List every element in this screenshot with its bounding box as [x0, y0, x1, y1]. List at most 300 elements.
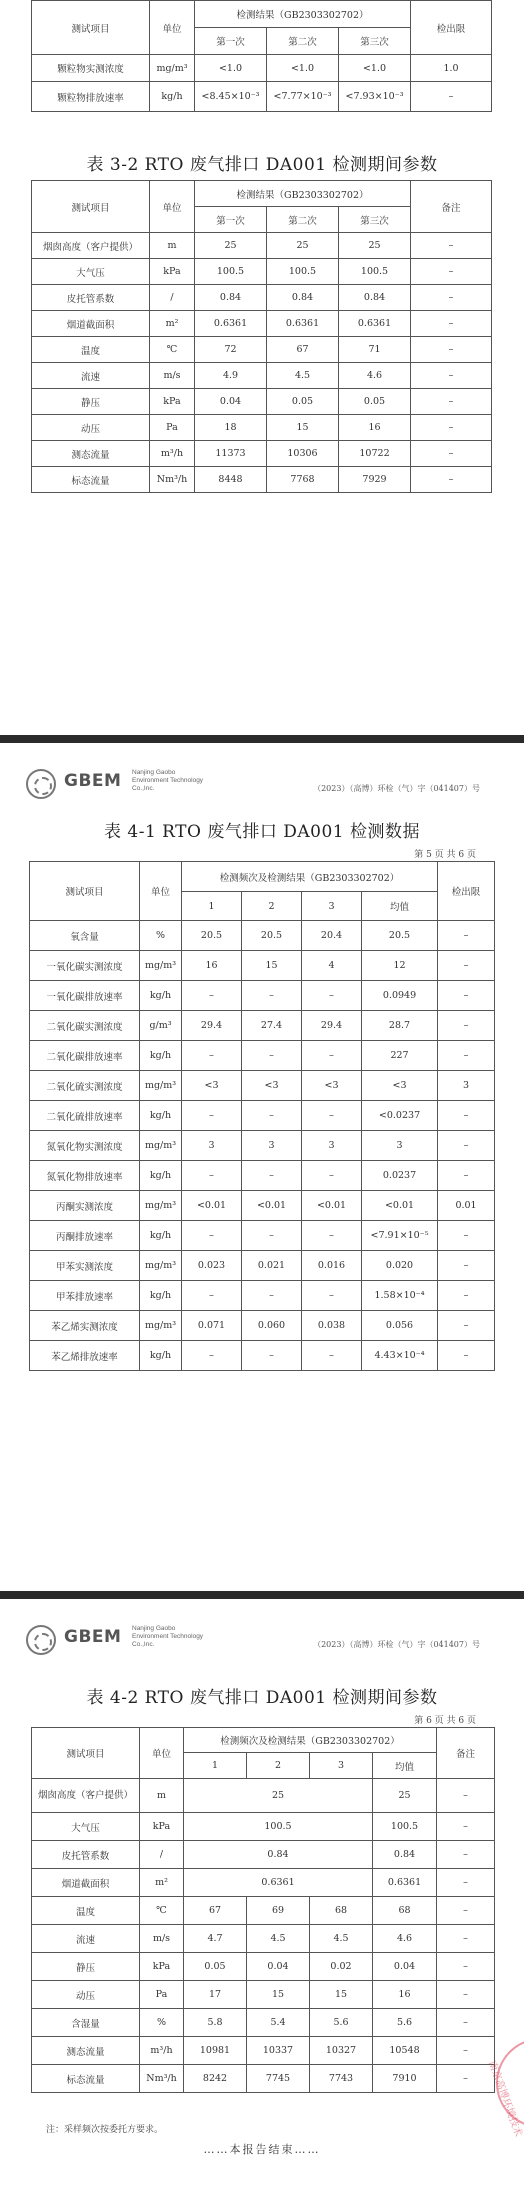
logo-wordmark: GBEM — [64, 771, 122, 791]
cell-value: – — [182, 1221, 242, 1251]
cell-value: 18 — [195, 415, 267, 441]
cell-note: – — [411, 415, 492, 441]
cell-value: – — [242, 981, 302, 1011]
cell-value: – — [302, 1221, 362, 1251]
cell-value: <1.0 — [195, 55, 267, 82]
cell-value: 3 — [242, 1131, 302, 1161]
table-row — [32, 2065, 495, 2093]
cell-value: <3 — [302, 1071, 362, 1101]
col-header-run: 2 — [247, 1753, 310, 1779]
table-row — [32, 415, 492, 441]
cell-note: – — [437, 2065, 495, 2093]
cell-value: 17 — [184, 1981, 247, 2009]
cell-limit: 1.0 — [411, 55, 492, 82]
cell-value: 27.4 — [242, 1011, 302, 1041]
col-header-run: 第二次 — [267, 28, 339, 55]
cell-value: – — [302, 1041, 362, 1071]
cell-value: 20.5 — [242, 921, 302, 951]
col-header-unit: 单位 — [150, 1, 195, 55]
page-separator — [0, 1591, 524, 1599]
cell-avg: <3 — [362, 1071, 438, 1101]
cell-avg: 0.84 — [373, 1841, 437, 1869]
cell-unit: m/s — [140, 1925, 184, 1953]
table-3-2-title: 表 3-2 RTO 废气排口 DA001 检测期间参数 — [86, 155, 438, 175]
col-header-run: 第二次 — [267, 207, 339, 233]
cell-note: – — [411, 363, 492, 389]
cell-value: 25 — [267, 233, 339, 259]
cell-value: 4.9 — [195, 363, 267, 389]
col-header-result: 检测结果（GB2303302702） — [195, 181, 411, 207]
cell-value: 3 — [302, 1131, 362, 1161]
cell-value: 0.021 — [242, 1251, 302, 1281]
table-row — [30, 1041, 495, 1071]
cell-note: – — [437, 2009, 495, 2037]
cell-limit: – — [411, 82, 492, 112]
cell-unit: kPa — [140, 1813, 184, 1841]
cell-value: 8448 — [195, 467, 267, 493]
company-line: Environment Technology — [132, 777, 204, 784]
cell-value: 0.05 — [184, 1953, 247, 1981]
cell-value: 0.6361 — [195, 311, 267, 337]
table-row — [30, 1341, 495, 1371]
cell-item: 氮氧化物实测浓度 — [30, 1131, 140, 1161]
cell-unit: kPa — [150, 389, 195, 415]
table-row — [30, 1311, 495, 1341]
col-header-item: 测试项目 — [32, 181, 150, 233]
cell-value: 25 — [339, 233, 411, 259]
table-4-2-title: 表 4-2 RTO 废气排口 DA001 检测期间参数 — [86, 1688, 438, 1708]
col-header-unit: 单位 — [140, 862, 182, 921]
col-header-limit: 检出限 — [411, 1, 492, 55]
cell-unit: m — [140, 1779, 184, 1813]
cell-value: – — [182, 1101, 242, 1131]
table-row — [32, 1953, 495, 1981]
cell-item: 静压 — [32, 389, 150, 415]
cell-avg: 5.6 — [373, 2009, 437, 2037]
company-name — [132, 1625, 203, 1649]
table-row — [32, 55, 492, 82]
cell-unit: / — [150, 285, 195, 311]
table-4-1 — [29, 861, 495, 1371]
cell-item: 苯乙烯实测浓度 — [30, 1311, 140, 1341]
page-separator — [0, 735, 524, 743]
cell-unit: Pa — [140, 1981, 184, 2009]
cell-value: 68 — [310, 1897, 373, 1925]
table-row — [30, 1071, 495, 1101]
cell-note: – — [437, 1925, 495, 1953]
cell-value: – — [302, 1281, 362, 1311]
cell-note: – — [437, 1869, 495, 1897]
cell-note: – — [411, 441, 492, 467]
cell-value: 16 — [339, 415, 411, 441]
report-number: （2023）（高博）环检（气）字（041407）号 — [313, 784, 480, 793]
table-row — [30, 1191, 495, 1221]
cell-unit: g/m³ — [140, 1011, 182, 1041]
cell-limit: – — [438, 951, 495, 981]
table-row — [32, 1925, 495, 1953]
cell-unit: % — [140, 2009, 184, 2037]
cell-limit: – — [438, 1281, 495, 1311]
company-line: Environment Technology — [132, 1633, 204, 1640]
cell-avg: <7.91×10⁻⁵ — [362, 1221, 438, 1251]
cell-avg: 16 — [373, 1981, 437, 2009]
table-row — [32, 285, 492, 311]
cell-value: 0.6361 — [267, 311, 339, 337]
company-logo-icon — [26, 1625, 56, 1655]
cell-avg: 227 — [362, 1041, 438, 1071]
cell-item: 静压 — [32, 1953, 140, 1981]
table-row — [32, 233, 492, 259]
cell-item: 皮托管系数 — [32, 285, 150, 311]
cell-item: 苯乙烯排放速率 — [30, 1341, 140, 1371]
cell-note: – — [411, 285, 492, 311]
col-header-result: 检测结果（GB2303302702） — [195, 1, 411, 28]
cell-item: 大气压 — [32, 259, 150, 285]
cell-value: – — [182, 981, 242, 1011]
cell-unit: kPa — [140, 1953, 184, 1981]
cell-value: 25 — [195, 233, 267, 259]
cell-limit: – — [438, 1341, 495, 1371]
cell-value: <7.77×10⁻³ — [267, 82, 339, 112]
footnote: 注：采样频次按委托方要求。 — [46, 2125, 164, 2135]
cell-unit: m³/h — [140, 2037, 184, 2065]
cell-unit: mg/m³ — [140, 1311, 182, 1341]
table-4-2 — [31, 1727, 495, 2093]
cell-item: 二氧化碳排放速率 — [30, 1041, 140, 1071]
cell-value: 0.05 — [267, 389, 339, 415]
table-3-2 — [31, 180, 492, 493]
table-row — [32, 2009, 495, 2037]
cell-limit: – — [438, 1311, 495, 1341]
cell-item: 流速 — [32, 1925, 140, 1953]
cell-value: 0.84 — [267, 285, 339, 311]
cell-value: 69 — [247, 1897, 310, 1925]
col-header-limit: 检出限 — [438, 862, 495, 921]
cell-unit: kg/h — [140, 1161, 182, 1191]
cell-item: 二氧化硫实测浓度 — [30, 1071, 140, 1101]
cell-value: 7768 — [267, 467, 339, 493]
cell-item: 烟囱高度（客户提供） — [32, 1779, 140, 1813]
cell-item: 烟道截面积 — [32, 311, 150, 337]
cell-value-merged: 100.5 — [184, 1813, 373, 1841]
cell-item: 氮氧化物排放速率 — [30, 1161, 140, 1191]
cell-value: 0.016 — [302, 1251, 362, 1281]
cell-value: 4 — [302, 951, 362, 981]
cell-item: 颗粒物实测浓度 — [32, 55, 150, 82]
cell-note: – — [411, 337, 492, 363]
cell-limit: – — [438, 1011, 495, 1041]
cell-unit: / — [140, 1841, 184, 1869]
cell-value: 8242 — [184, 2065, 247, 2093]
cell-limit: 0.01 — [438, 1191, 495, 1221]
cell-value: 0.071 — [182, 1311, 242, 1341]
cell-note: – — [437, 1953, 495, 1981]
col-header-note: 备注 — [437, 1728, 495, 1779]
cell-value: 10337 — [247, 2037, 310, 2065]
col-header-run: 第三次 — [339, 28, 411, 55]
cell-limit: – — [438, 1221, 495, 1251]
table-row — [32, 363, 492, 389]
cell-item: 皮托管系数 — [32, 1841, 140, 1869]
cell-value: – — [302, 981, 362, 1011]
cell-value: <7.93×10⁻³ — [339, 82, 411, 112]
cell-value: 3 — [182, 1131, 242, 1161]
cell-value: 0.04 — [195, 389, 267, 415]
table-3-1 — [31, 0, 492, 112]
col-header-run: 第三次 — [339, 207, 411, 233]
cell-unit: m — [150, 233, 195, 259]
cell-value: 10981 — [184, 2037, 247, 2065]
cell-value: 4.5 — [247, 1925, 310, 1953]
page-header — [0, 765, 524, 805]
cell-unit: m² — [150, 311, 195, 337]
cell-value: 29.4 — [182, 1011, 242, 1041]
cell-value: – — [182, 1041, 242, 1071]
page-number: 第 5 页 共 6 页 — [414, 850, 476, 860]
cell-value-merged: 25 — [184, 1779, 373, 1813]
cell-avg: 25 — [373, 1779, 437, 1813]
cell-unit: ℃ — [150, 337, 195, 363]
cell-item: 动压 — [32, 415, 150, 441]
cell-value: 7745 — [247, 2065, 310, 2093]
cell-limit: – — [438, 1161, 495, 1191]
cell-avg: 10548 — [373, 2037, 437, 2065]
col-header-run: 第一次 — [195, 207, 267, 233]
cell-unit: kg/h — [140, 1221, 182, 1251]
cell-value: – — [302, 1161, 362, 1191]
cell-unit: mg/m³ — [140, 1251, 182, 1281]
cell-item: 烟囱高度（客户提供） — [32, 233, 150, 259]
cell-avg: 68 — [373, 1897, 437, 1925]
cell-value: 20.5 — [182, 921, 242, 951]
cell-value: <0.01 — [242, 1191, 302, 1221]
cell-value: 0.02 — [310, 1953, 373, 1981]
cell-value: <8.45×10⁻³ — [195, 82, 267, 112]
cell-item: 含湿量 — [32, 2009, 140, 2037]
table-row — [32, 467, 492, 493]
cell-item: 一氧化碳排放速率 — [30, 981, 140, 1011]
cell-limit: – — [438, 921, 495, 951]
cell-value: – — [302, 1341, 362, 1371]
cell-value: 5.6 — [310, 2009, 373, 2037]
cell-value: 7929 — [339, 467, 411, 493]
cell-item: 流速 — [32, 363, 150, 389]
cell-note: – — [437, 1779, 495, 1813]
table-row — [32, 82, 492, 112]
col-header-result: 检测频次及检测结果（GB2303302702） — [184, 1728, 437, 1753]
cell-unit: mg/m³ — [140, 951, 182, 981]
cell-value: 0.060 — [242, 1311, 302, 1341]
cell-value: 20.4 — [302, 921, 362, 951]
cell-value: 5.4 — [247, 2009, 310, 2037]
col-header-run: 1 — [184, 1753, 247, 1779]
cell-value-merged: 0.84 — [184, 1841, 373, 1869]
cell-value: 10306 — [267, 441, 339, 467]
cell-unit: kg/h — [140, 1341, 182, 1371]
cell-value: 0.023 — [182, 1251, 242, 1281]
col-header-unit: 单位 — [150, 181, 195, 233]
cell-value: <3 — [242, 1071, 302, 1101]
table-row — [32, 311, 492, 337]
company-line: Co.,Inc. — [132, 1641, 155, 1648]
cell-limit: – — [438, 1101, 495, 1131]
col-header-run: 1 — [182, 892, 242, 921]
table-row — [30, 1011, 495, 1041]
cell-value: 67 — [267, 337, 339, 363]
cell-limit: – — [438, 1041, 495, 1071]
cell-value: 4.6 — [339, 363, 411, 389]
cell-unit: mg/m³ — [150, 55, 195, 82]
cell-avg: 7910 — [373, 2065, 437, 2093]
cell-note: – — [411, 259, 492, 285]
table-row — [32, 2037, 495, 2065]
cell-value: 15 — [242, 951, 302, 981]
page-number: 第 6 页 共 6 页 — [414, 1716, 476, 1726]
cell-value: 67 — [184, 1897, 247, 1925]
cell-value: 15 — [247, 1981, 310, 2009]
cell-value: 15 — [267, 415, 339, 441]
cell-note: – — [437, 1897, 495, 1925]
cell-note: – — [411, 467, 492, 493]
cell-item: 丙酮实测浓度 — [30, 1191, 140, 1221]
cell-unit: Nm³/h — [140, 2065, 184, 2093]
cell-value: 15 — [310, 1981, 373, 2009]
cell-value: <1.0 — [267, 55, 339, 82]
col-header-run: 第一次 — [195, 28, 267, 55]
cell-unit: kg/h — [140, 1041, 182, 1071]
cell-item: 颗粒物排放速率 — [32, 82, 150, 112]
cell-item: 温度 — [32, 1897, 140, 1925]
table-row — [32, 1981, 495, 2009]
col-header-unit: 单位 — [140, 1728, 184, 1779]
col-header-avg: 均值 — [362, 892, 438, 921]
cell-unit: Nm³/h — [150, 467, 195, 493]
cell-value: 10327 — [310, 2037, 373, 2065]
cell-note: – — [411, 389, 492, 415]
cell-value: – — [242, 1101, 302, 1131]
company-name — [132, 769, 203, 793]
cell-unit: kg/h — [140, 981, 182, 1011]
cell-value: – — [182, 1281, 242, 1311]
cell-limit: – — [438, 1251, 495, 1281]
cell-avg: 4.43×10⁻⁴ — [362, 1341, 438, 1371]
col-header-item: 测试项目 — [30, 862, 140, 921]
cell-item: 烟道截面积 — [32, 1869, 140, 1897]
cell-value: 7743 — [310, 2065, 373, 2093]
cell-unit: Pa — [150, 415, 195, 441]
cell-item: 丙酮排放速率 — [30, 1221, 140, 1251]
table-row — [32, 1779, 495, 1813]
company-logo-icon — [26, 769, 56, 799]
cell-value: 0.6361 — [339, 311, 411, 337]
cell-unit: mg/m³ — [140, 1191, 182, 1221]
page-header — [0, 1621, 524, 1661]
cell-avg: 4.6 — [373, 1925, 437, 1953]
cell-value: – — [182, 1341, 242, 1371]
cell-unit: mg/m³ — [140, 1131, 182, 1161]
cell-item: 二氧化硫排放速率 — [30, 1101, 140, 1131]
cell-item: 测态流量 — [32, 2037, 140, 2065]
cell-avg: 100.5 — [373, 1813, 437, 1841]
cell-note: – — [437, 1981, 495, 2009]
col-header-item: 测试项目 — [32, 1728, 140, 1779]
table-4-1-title: 表 4-1 RTO 废气排口 DA001 检测数据 — [103, 822, 421, 842]
cell-note: – — [437, 2037, 495, 2065]
cell-limit: 3 — [438, 1071, 495, 1101]
cell-avg: 0.0237 — [362, 1161, 438, 1191]
cell-unit: % — [140, 921, 182, 951]
cell-value: <3 — [182, 1071, 242, 1101]
cell-avg: 1.58×10⁻⁴ — [362, 1281, 438, 1311]
cell-value: 16 — [182, 951, 242, 981]
cell-value: 0.05 — [339, 389, 411, 415]
cell-avg: 3 — [362, 1131, 438, 1161]
cell-value: 10722 — [339, 441, 411, 467]
cell-unit: ℃ — [140, 1897, 184, 1925]
cell-value: <1.0 — [339, 55, 411, 82]
table-row — [32, 1897, 495, 1925]
cell-item: 二氧化碳实测浓度 — [30, 1011, 140, 1041]
table-row — [32, 337, 492, 363]
cell-value: – — [242, 1341, 302, 1371]
cell-value: 100.5 — [195, 259, 267, 285]
report-end: ……本报告结束…… — [203, 2143, 321, 2156]
table-row — [32, 259, 492, 285]
table-row — [30, 981, 495, 1011]
cell-value: – — [242, 1281, 302, 1311]
table-row — [30, 1161, 495, 1191]
company-line: Nanjing Gaobo — [132, 1625, 176, 1632]
logo-wordmark: GBEM — [64, 1627, 122, 1647]
cell-unit: m/s — [150, 363, 195, 389]
cell-unit: kg/h — [140, 1101, 182, 1131]
cell-value: 71 — [339, 337, 411, 363]
cell-limit: – — [438, 1131, 495, 1161]
cell-value: 0.84 — [195, 285, 267, 311]
cell-avg: 28.7 — [362, 1011, 438, 1041]
table-row — [32, 1813, 495, 1841]
col-header-result: 检测频次及检测结果（GB2303302702） — [182, 862, 438, 892]
cell-value: 4.7 — [184, 1925, 247, 1953]
cell-avg: 20.5 — [362, 921, 438, 951]
cell-avg: 0.056 — [362, 1311, 438, 1341]
cell-value: <0.01 — [302, 1191, 362, 1221]
cell-avg: 0.0949 — [362, 981, 438, 1011]
col-header-run: 3 — [310, 1753, 373, 1779]
cell-limit: – — [438, 981, 495, 1011]
cell-item: 甲苯排放速率 — [30, 1281, 140, 1311]
col-header-item: 测试项目 — [32, 1, 150, 55]
company-line: Co.,Inc. — [132, 785, 155, 792]
company-line: Nanjing Gaobo — [132, 769, 176, 776]
cell-note: – — [411, 233, 492, 259]
cell-value: 72 — [195, 337, 267, 363]
table-row — [30, 921, 495, 951]
cell-note: – — [437, 1841, 495, 1869]
col-header-run: 2 — [242, 892, 302, 921]
cell-avg: 0.04 — [373, 1953, 437, 1981]
report-number: （2023）（高博）环检（气）字（041407）号 — [313, 1640, 480, 1649]
cell-value: 5.8 — [184, 2009, 247, 2037]
cell-value: 4.5 — [267, 363, 339, 389]
cell-item: 动压 — [32, 1981, 140, 2009]
cell-avg: 0.6361 — [373, 1869, 437, 1897]
cell-item: 温度 — [32, 337, 150, 363]
cell-value: – — [242, 1161, 302, 1191]
table-row — [32, 1869, 495, 1897]
cell-item: 甲苯实测浓度 — [30, 1251, 140, 1281]
cell-value: 0.038 — [302, 1311, 362, 1341]
